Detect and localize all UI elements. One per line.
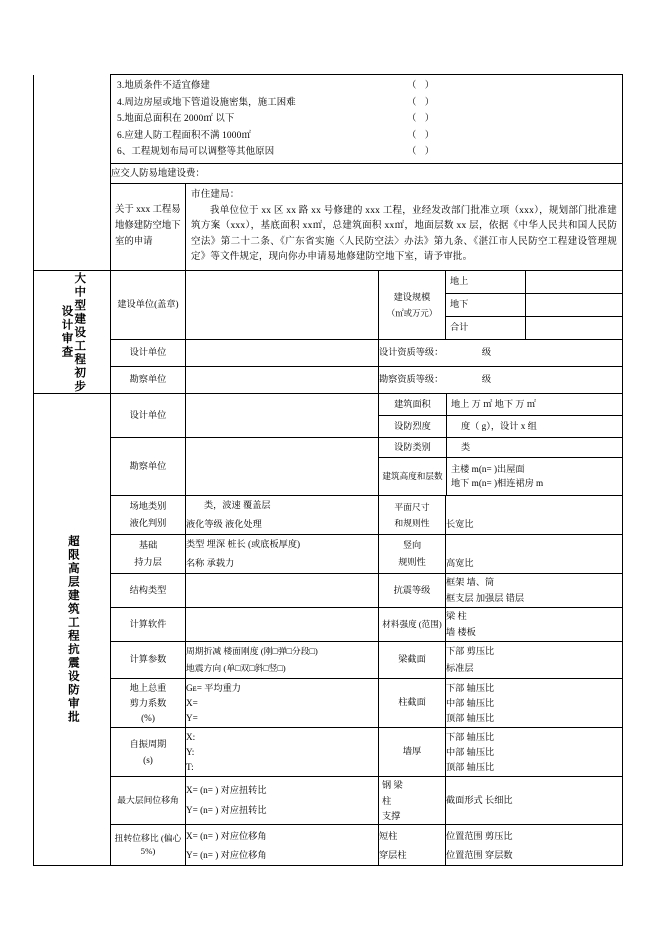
label-line: 平面尺寸 (394, 501, 430, 512)
form-table (33, 74, 623, 866)
value-line: Y= (n= ) 对应扭转比 (186, 805, 267, 816)
label-line: 自振周期 (129, 739, 167, 750)
field-key: 设防烈度 (379, 416, 447, 438)
wall-thickness-value[interactable] (446, 728, 623, 777)
foundation-value[interactable] (186, 535, 379, 574)
condition-text: 地质条件不适宜修建 (124, 81, 211, 92)
label-line: 结构类型 (129, 584, 167, 595)
survey-qualification-label: 勘察资质等级： (379, 374, 444, 385)
label-line: 短柱 (379, 830, 398, 841)
label-line: 柱 (382, 795, 392, 806)
table-row-torsion-ratio (34, 825, 623, 866)
value-line: 顶部 轴压比 (446, 713, 495, 724)
column-section-value[interactable] (446, 679, 623, 728)
design-unit-value[interactable] (186, 340, 379, 367)
table-row-construction-unit (34, 271, 623, 340)
fee-label-cell (111, 164, 623, 184)
table-row-design-unit (34, 340, 623, 367)
value-line: 高宽比 (446, 557, 474, 568)
table-row-conditions (34, 75, 623, 164)
max-drift-angle-label (111, 777, 186, 825)
condition-no: 4. (117, 97, 125, 108)
condition-no: 6. (117, 130, 125, 141)
plan-dimension-label (379, 496, 446, 535)
structure-type-label (111, 574, 186, 608)
label-line: 液化判别 (129, 518, 167, 529)
value-line: 下部 轴压比 (446, 731, 495, 742)
table-row-seismic-survey-unit (34, 438, 623, 496)
condition-mark: （ ） (407, 114, 438, 125)
torsion-ratio-label (111, 825, 186, 866)
section-label-seismic (34, 394, 111, 866)
label-line: 计算软件 (129, 618, 167, 629)
shear-coefficient-value[interactable] (186, 679, 379, 728)
wall-thickness-label (379, 728, 446, 777)
build-scale-sub-value[interactable] (526, 317, 622, 340)
field-key: 建筑面积 (379, 394, 447, 416)
field-value[interactable]: 类 (447, 438, 623, 458)
build-scale-sub-label: 地下 (446, 294, 525, 317)
fee-label: 应交人防易地建设费： (111, 168, 205, 179)
label-line: (%) (141, 712, 155, 723)
table-row-calc-params (34, 642, 623, 679)
condition-text: 工程规划布局可以调整等其他原因 (131, 147, 275, 158)
seismic-grade-label (379, 574, 446, 608)
survey-unit-value[interactable] (186, 367, 379, 394)
value-line: 框架 墙、筒 (446, 577, 495, 588)
value-line: 液化等级 液化处理 (186, 518, 262, 529)
design-unit-label (111, 340, 186, 367)
label-line: 场地类别 (129, 500, 167, 511)
value-line: X= (n= ) 对应位移角 (186, 830, 267, 841)
value-line: 地震方向 (单□双□斜□竖□) (186, 662, 286, 673)
value-line: 下部 轴压比 (446, 682, 495, 693)
vertical-regularity-label (379, 535, 446, 574)
material-strength-value[interactable] (446, 608, 623, 642)
label-line: 扭转位移比 (偏心 5%) (114, 833, 182, 857)
table-row-foundation (34, 535, 623, 574)
value-line (446, 497, 622, 515)
value-line: 类，波速 覆盖层 (204, 500, 271, 511)
condition-no: 6、 (117, 147, 132, 158)
condition-mark: （ ） (407, 130, 438, 141)
survey-qualification-cell (379, 367, 623, 394)
natural-period-label (111, 728, 186, 777)
value-line: Gᴇ= 平均重力 (186, 682, 241, 693)
label-line: 剪力系数 (129, 697, 167, 708)
calc-params-label (111, 642, 186, 679)
value-line: 中部 轴压比 (446, 698, 495, 709)
seismic-design-unit-right (379, 394, 623, 438)
field-value-line: 主楼 m(n= )出屋面 (451, 464, 525, 474)
value-line: X: (186, 731, 196, 742)
value-line: X= (n= ) 对应扭转比 (186, 785, 267, 796)
section-label-initial-design-line2: 设计审查 (60, 305, 73, 360)
spacer-left-border (34, 164, 111, 184)
max-drift-angle-value[interactable] (186, 777, 379, 825)
value-line: X= (186, 698, 198, 709)
seismic-design-unit-label (111, 394, 186, 438)
table-row-structure-type (34, 574, 623, 608)
conditions-cell (111, 75, 623, 164)
label-line: 穿层柱 (379, 849, 407, 860)
calc-software-label (111, 608, 186, 642)
survey-unit-label-text: 勘察单位 (129, 374, 167, 385)
value-line: 标准层 (446, 662, 474, 673)
table-row-site-category (34, 496, 623, 535)
label-line: 抗震等级 (393, 584, 431, 595)
table-row-max-drift-angle (34, 777, 623, 825)
site-category-label (111, 496, 186, 535)
seismic-design-unit-label-text: 设计单位 (129, 409, 167, 420)
value-line: 类型 埋深 桩长 (或底板厚度) (186, 539, 301, 550)
condition-item (111, 78, 622, 94)
label-line: (s) (143, 755, 153, 766)
condition-item (111, 111, 622, 127)
field-value-multiline[interactable] (447, 458, 623, 496)
label-line: 材料强度 (范围) (382, 619, 442, 630)
label-line: 规则性 (398, 557, 426, 568)
plan-dimension-value[interactable] (446, 496, 623, 535)
value-line: 名称 承载力 (186, 557, 235, 568)
seismic-survey-unit-right (379, 438, 623, 496)
value-line: 位置范围 剪压比 (446, 830, 513, 841)
condition-text: 周边房屋或地下管道设施密集，施工困难 (124, 97, 296, 108)
label-line: 钢 梁 (382, 779, 403, 790)
site-category-value[interactable] (186, 496, 379, 535)
vertical-regularity-value[interactable] (446, 535, 623, 574)
field-key: 设防类别 (379, 438, 447, 458)
seismic-survey-unit-value[interactable] (186, 438, 379, 496)
design-unit-label-text: 设计单位 (129, 347, 167, 358)
value-line: T: (186, 762, 194, 773)
steel-member-value[interactable] (446, 777, 623, 825)
condition-text: 应建人防工程面积不满 1000㎡ (124, 130, 251, 141)
value-line: Y: (186, 747, 195, 758)
application-row-label-cell (111, 184, 186, 271)
short-column-value[interactable] (446, 825, 623, 866)
seismic-design-unit-value[interactable] (186, 394, 379, 438)
structure-type-value[interactable] (186, 574, 379, 608)
value-line: 位置范围 穿层数 (446, 849, 513, 860)
label-line: 墙厚 (402, 746, 422, 757)
table-row-calc-software (34, 608, 623, 642)
value-line: 下部 剪压比 (446, 646, 495, 657)
label-line: 最大层间位移角 (117, 795, 179, 806)
value-line: 中部 轴压比 (446, 747, 495, 758)
label-line: 计算参数 (129, 654, 167, 665)
short-column-label (379, 825, 446, 866)
label-line: 梁截面 (398, 654, 426, 665)
condition-text: 地面总面积在 2000㎡ 以下 (124, 114, 235, 125)
field-value[interactable]: 度（ g），设计 x 组 (461, 420, 537, 431)
table-row-fee (34, 164, 623, 184)
condition-mark: （ ） (407, 147, 438, 158)
value-line: Y= (186, 713, 198, 724)
value-line: 截面形式 长细比 (446, 794, 513, 805)
beam-section-label (379, 642, 446, 679)
construction-unit-value[interactable] (186, 271, 379, 340)
field-key: 建筑高度和层数 (379, 458, 447, 496)
condition-mark: （ ） (407, 81, 438, 92)
construction-unit-label-text: 建设单位(盖章) (117, 299, 179, 310)
application-row-label: 关于 xxx 工程易地修建防空地下室的申请 (115, 205, 181, 248)
build-scale-sub-label: 地上 (446, 271, 525, 294)
table-row-seismic-design-unit (34, 394, 623, 438)
section-label-initial-design (34, 271, 111, 394)
value-line: 墙 楼板 (446, 627, 476, 638)
build-scale-sub-value[interactable] (526, 294, 622, 317)
label-line: 竖向 (402, 539, 422, 550)
condition-mark: （ ） (407, 97, 438, 108)
table-row-shear-coefficient (34, 679, 623, 728)
label-line: 地上总重 (129, 683, 167, 694)
torsion-ratio-value[interactable] (186, 825, 379, 866)
table-row-application (34, 184, 623, 271)
spacer-left-border (34, 75, 111, 164)
build-scale-subkeys (446, 271, 526, 340)
calc-software-value[interactable] (186, 608, 379, 642)
design-qualification-label: 设计资质等级： (379, 347, 444, 358)
value-line (446, 536, 622, 554)
survey-qualification-suffix: 级 (481, 374, 492, 385)
foundation-label (111, 535, 186, 574)
value-line: Y= (n= ) 对应位移角 (186, 849, 267, 860)
table-row-natural-period (34, 728, 623, 777)
spacer-left-border (34, 184, 111, 271)
build-scale-label (379, 271, 446, 340)
label-line: 柱截面 (398, 697, 426, 708)
seismic-survey-unit-label (111, 438, 186, 496)
field-value[interactable]: 地上 万 ㎡ 地下 万 ㎡ (447, 394, 623, 416)
column-section-label (379, 679, 446, 728)
shear-coefficient-label (111, 679, 186, 728)
build-scale-unit-text: （㎡或万元） (386, 309, 438, 319)
build-scale-sub-value[interactable] (526, 271, 622, 294)
natural-period-value[interactable] (186, 728, 379, 777)
value-line: 梁 柱 (446, 611, 467, 622)
condition-item (111, 144, 622, 160)
condition-item (111, 94, 622, 110)
survey-unit-label (111, 367, 186, 394)
steel-member-label (379, 777, 446, 825)
section-label-seismic-text: 超限高层建筑工程抗震设防审批 (66, 535, 79, 725)
label-line: 基础 (138, 539, 158, 550)
section-label-initial-design-line1: 大中型建设工程初步 (73, 271, 86, 394)
build-scale-sub-label: 合计 (450, 322, 469, 333)
seismic-grade-value[interactable] (446, 574, 623, 608)
application-addressee: 市住建局： (191, 190, 240, 201)
condition-no: 3. (117, 81, 125, 92)
value-line: 长宽比 (446, 518, 474, 529)
seismic-survey-unit-label-text: 勘察单位 (129, 460, 167, 471)
label-line: 和规则性 (394, 518, 430, 529)
table-row-survey-unit (34, 367, 623, 394)
calc-params-value[interactable] (186, 642, 379, 679)
value-line: 框支层 加强层 错层 (446, 593, 525, 604)
condition-no: 5. (117, 114, 125, 125)
application-body-text: 我单位位于 xx 区 xx 路 xx 号修建的 xxx 工程，业经发改部门批准立项（xxx），规划部门批准建筑方案（xxx），基底面积 xx㎡，总建筑面积 xx㎡，地面层数 xx 层，依据《中华人民共和国人民防空法》第二十二条、《广东省实施〈人民防空法〉办法》第九条、《湛江市人民防空工程建设管理规定》等文件规定，现向你办申请易地修建防空地下室，请予审批。 (191, 205, 618, 262)
value-line: 周期折减 楼面刚度 (刚□弹□分段□) (186, 645, 318, 656)
condition-item (111, 127, 622, 143)
build-scale-label-text: 建设规模 (393, 291, 431, 302)
build-scale-subvalues[interactable] (526, 271, 623, 340)
design-qualification-suffix: 级 (481, 347, 492, 358)
field-value-line: 地下 m(n= )相连裙房 m (451, 477, 544, 488)
label-line: 持力层 (134, 557, 162, 568)
label-line: 支撑 (382, 811, 401, 822)
construction-unit-label (111, 271, 186, 340)
value-line: 顶部 轴压比 (446, 762, 495, 773)
design-qualification-cell (379, 340, 623, 367)
beam-section-value[interactable] (446, 642, 623, 679)
material-strength-label (379, 608, 446, 642)
application-body-cell (186, 184, 623, 271)
